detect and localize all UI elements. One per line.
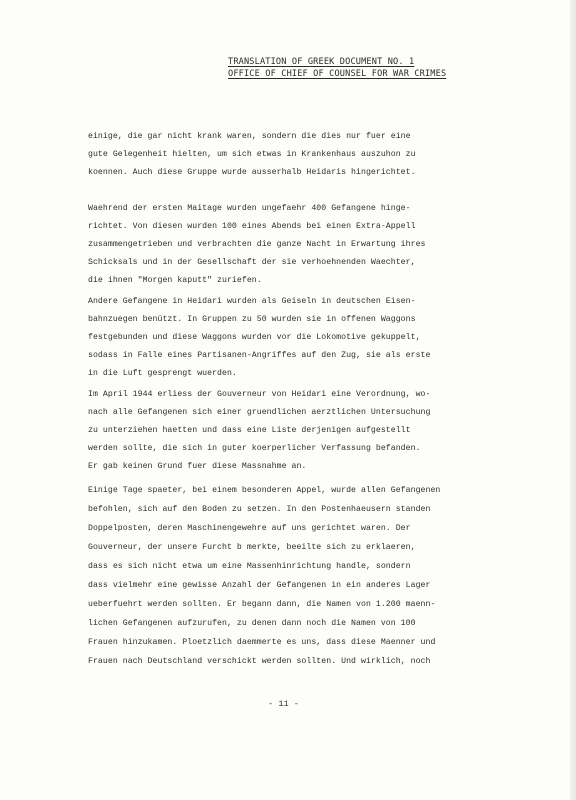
text-line: lichen Gefangenen aufzurufen, zu denen dann noch die Namen von 100 — [88, 619, 416, 628]
header-translation-line: TRANSLATION OF GREEK DOCUMENT NO. 1 — [228, 57, 415, 67]
text-line: ueberfuehrt werden sollten. Er begann dann, die Namen von 1.200 maenn- — [88, 600, 436, 609]
text-line: zusammengetrieben und verbrachten die ganze Nacht in Erwartung ihres — [88, 240, 426, 249]
text-line: Schicksals und in der Gesellschaft der sie verhoehnenden Waechter, — [88, 258, 416, 267]
text-line: Doppelposten, deren Maschinengewehre auf uns gerichtet waren. Der — [88, 524, 411, 533]
document-header — [228, 56, 558, 80]
text-line: gute Gelegenheit hielten, um sich etwas in Krankenhaus auszuhon zu — [88, 150, 416, 159]
text-line: Andere Gefangene in Heidari wurden als Geiseln in deutschen Eisen- — [88, 297, 416, 306]
text-line: Frauen nach Deutschland verschickt werden sollten. Und wirklich, noch — [88, 657, 431, 666]
page-number: - 11 - — [268, 699, 299, 709]
text-line: die ihnen "Morgen kaputt" zuriefen. — [88, 276, 262, 285]
text-line: zu unterziehen haetten und dass eine Liste derjenigen aufgestellt — [88, 426, 411, 435]
text-line: befohlen, sich auf den Boden zu setzen. In den Postenhaeusern standen — [88, 505, 431, 514]
text-line: Einige Tage spaeter, bei einem besonderen Appel, wurde allen Gefangenen — [88, 486, 441, 495]
text-line: werden sollte, die sich in guter koerperlicher Verfassung befanden. — [88, 444, 421, 453]
text-line: richtet. Von diesen wurden 100 eines Abends bei einen Extra-Appell — [88, 222, 416, 231]
text-line: in die Luft gesprengt wuerden. — [88, 369, 237, 378]
text-line: Waehrend der ersten Maitage wurden ungefaehr 400 Gefangene hinge- — [88, 204, 411, 213]
text-line: bahnzuegen benützt. In Gruppen zu 50 wurden sie in offenen Waggons — [88, 315, 416, 324]
text-line: sodass in Falle eines Partisanen-Angriffes auf den Zug, sie als erste — [88, 351, 431, 360]
header-office-line: OFFICE OF CHIEF OF COUNSEL FOR WAR CRIMES — [228, 69, 447, 79]
text-line: dass es sich nicht etwa um eine Massenhinrichtung handle, sondern — [88, 562, 411, 571]
text-line: Er gab keinen Grund fuer diese Massnahme an. — [88, 462, 307, 471]
page-edge-shadow — [570, 0, 576, 800]
text-line: einige, die gar nicht krank waren, sondern die dies nur fuer eine — [88, 132, 411, 141]
text-line: Gouverneur, der unsere Furcht b merkte, beeilte sich zu erklaeren, — [88, 543, 416, 552]
text-line: Im April 1944 erliess der Gouverneur von Heidari eine Verordnung, wo- — [88, 390, 431, 399]
text-line: Frauen hinzukamen. Ploetzlich daemmerte es uns, dass diese Maenner und — [88, 638, 436, 647]
text-line: festgebunden und diese Waggons wurden vor die Lokomotive gekuppelt, — [88, 333, 421, 342]
text-line: dass vielmehr eine gewisse Anzahl der Gefangenen in ein anderes Lager — [88, 581, 431, 590]
text-line: koennen. Auch diese Gruppe wurde ausserhalb Heidaris hingerichtet. — [88, 168, 416, 177]
text-line: nach alle Gefangenen sich einer gruendlichen aerztlichen Untersuchung — [88, 408, 431, 417]
